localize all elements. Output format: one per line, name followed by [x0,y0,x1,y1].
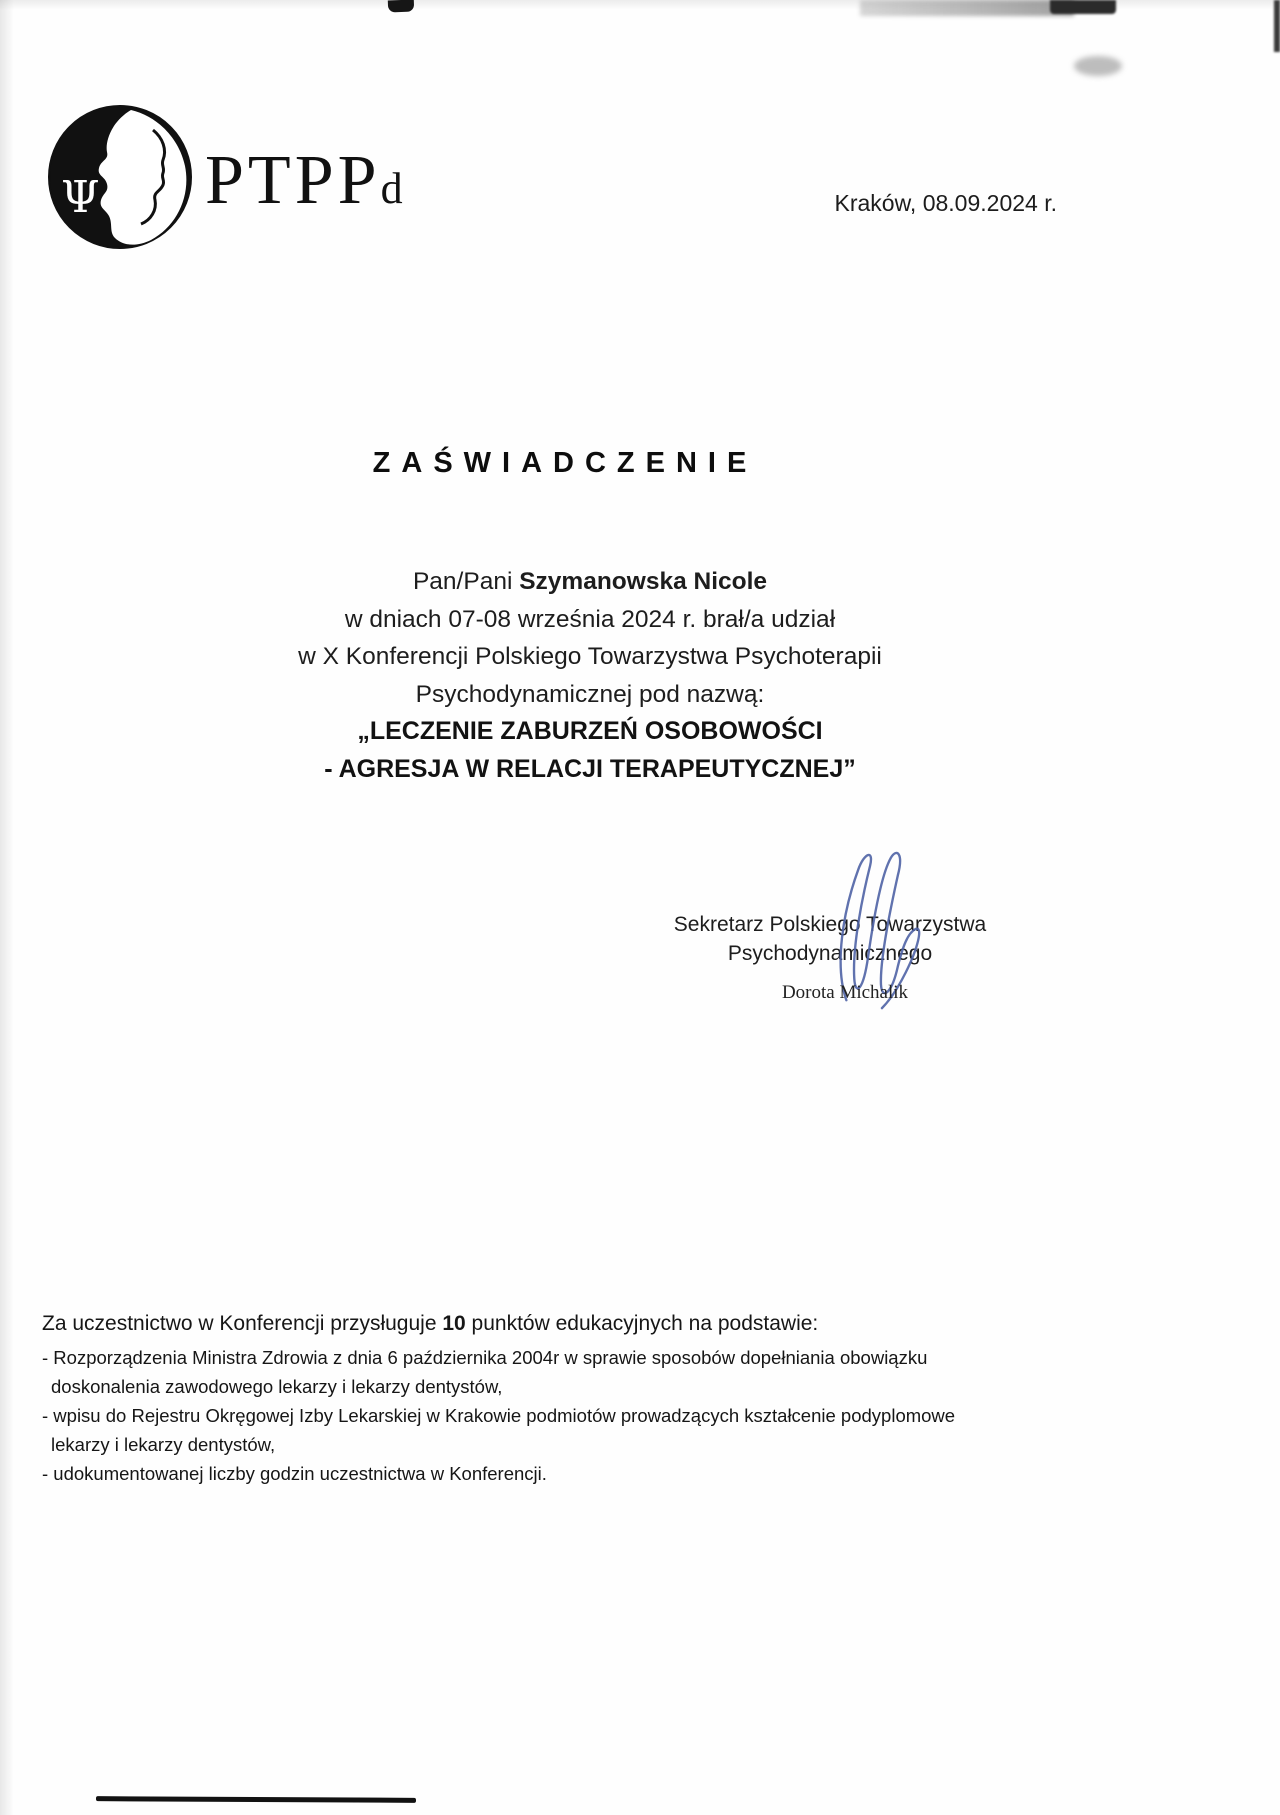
scan-artifact [860,0,1074,16]
footer-item: - udokumentowanej liczby godzin uczestnictwa w Konferencji. [42,1463,547,1484]
location-date: Kraków, 08.09.2024 r. [834,190,1057,216]
ptppd-wordmark [205,142,403,219]
scan-artifact [388,0,414,12]
scan-artifact [1050,0,1116,14]
footer-item: - Rozporządzenia Ministra Zdrowia z dnia 6 października 2004r w sprawie sposobów dopełniania obowiązku doskonalenia zawodowego lekarzy i lekarzy dentystów, [42,1347,928,1397]
scan-artifact [1274,0,1280,52]
psi-glyph: Ψ [61,172,100,223]
footer-intro [42,1312,1000,1336]
event-line-1: w X Konferencji Polskiego Towarzystwa Psychoterapii [298,643,882,670]
certificate-title: ZAŚWIADCZENIE [372,447,758,479]
scan-edge-shade-left [0,0,14,1815]
salutation-line [0,563,1180,601]
scan-artifact [1074,56,1122,76]
ptppd-logo-icon [45,102,195,252]
wordmark-subscript: d [380,164,403,213]
conference-title-line-2: - AGRESJA W RELACJI TERAPEUTYCZNEJ” [324,754,856,783]
wordmark-main: PTPP [205,142,381,219]
certificate-body [0,563,1180,788]
conference-title-line-1: „LECZENIE ZABURZEŃ OSOBOWOŚCI [357,717,823,745]
scan-artifact [96,1796,416,1803]
points-value: 10 [442,1312,466,1335]
signature-role [660,910,1000,968]
signer-name: Dorota Michalik [781,982,909,1003]
event-line-2: Psychodynamicznej pod nazwą: [415,680,765,708]
footer-notes [42,1312,1000,1488]
salutation-prefix: Pan/Pani [412,568,520,595]
footer-item: - wpisu do Rejestru Okręgowej Izby Lekarskiej w Krakowie podmiotów prowadzących kształcenie podyplomowe lekarzy i lekarzy dentystów, [42,1405,956,1455]
signature-role-line-2: Psychodynamicznego [727,942,933,965]
two-faces-psi-icon [45,102,195,252]
dates-line: w dniach 07-08 września 2024 r. brał/a udział [344,605,836,633]
footer-intro-prefix: Za uczestnictwo w Konferencji przysługuje [42,1312,443,1335]
footer-intro-suffix: punktów edukacyjnych na podstawie: [465,1312,819,1335]
signature-role-line-1: Sekretarz Polskiego Towarzystwa [673,913,987,936]
participant-name: Szymanowska Nicole [519,568,768,595]
